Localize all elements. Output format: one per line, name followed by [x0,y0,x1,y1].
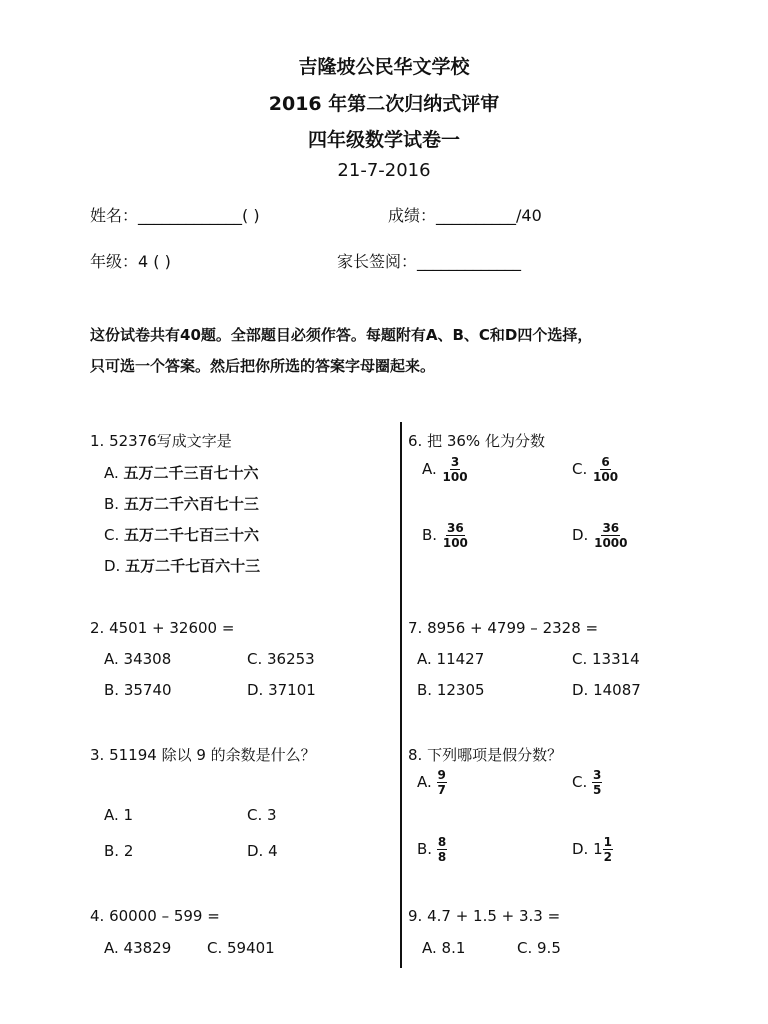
fraction: $\frac{6}{100}$ [593,455,619,484]
question-9-option-c: C. 9.5 [517,939,561,957]
question-2-option-a: A. 34308 [104,650,172,668]
question-6-option-c: C. $\frac{6}{100}$ [572,455,619,484]
question-9-option-a: A. 8.1 [422,939,466,957]
question-1-option-c: C. 五万二千七百三十六 [104,526,260,544]
paper-title: 四年级数学试卷一 [307,129,460,151]
question-2-option-d: D. 37101 [247,681,316,699]
question-3-option-d: D. 4 [247,842,278,860]
question-1-option-a: A. 五万二千三百七十六 [104,464,259,482]
question-4-option-a: A. 43829 [104,939,172,957]
question-6-stem: 6. 把 36% 化为分数 [408,432,545,450]
parent-signature-label: 家长签阅：_____________ [337,252,522,271]
question-8-option-a: A. $\frac{9}{7}$ [417,768,446,797]
exam-date: 21-7-2016 [337,160,431,181]
question-3-stem: 3. 51194 除以 9 的余数是什么？ [90,746,316,764]
question-7-option-d: D. 14087 [572,681,641,699]
question-8-option-b: B. $\frac{8}{8}$ [417,835,447,864]
exam-title: 2016 年第二次归纳式评审 [268,93,500,115]
question-6-option-d: D. $\frac{36}{1000}$ [572,521,628,550]
question-7-option-c: C. 13314 [572,650,640,668]
question-3-option-a: A. 1 [104,806,134,824]
name-field-label: 姓名：_____________( ) [90,206,260,225]
question-3-option-c: C. 3 [247,806,277,824]
fraction: $\frac{3}{5}$ [593,768,602,797]
fraction: $\frac{36}{100}$ [442,521,468,550]
question-6-option-b: B. $\frac{36}{100}$ [422,521,468,550]
question-4-stem: 4. 60000 – 599 = [90,907,220,925]
question-7-stem: 7. 8956 + 4799 – 2328 = [408,619,599,637]
school-name: 吉隆坡公民华文学校 [298,56,470,78]
question-6-option-a: A. $\frac{3}{100}$ [422,455,468,484]
column-divider [400,422,402,968]
grade-field-label: 年级：4 ( ) [90,252,171,271]
question-1-option-d: D. 五万二千七百六十三 [104,557,261,575]
question-2-option-b: B. 35740 [104,681,172,699]
question-8-option-d: D. 1 $\frac{1}{2}$ [572,835,612,864]
instructions-line-2: 只可选一个答案。然后把你所选的答案字母圈起来。 [90,357,436,375]
question-9-stem: 9. 4.7 + 1.5 + 3.3 = [408,907,561,925]
question-2-stem: 2. 4501 + 32600 = [90,619,235,637]
fraction: $\frac{3}{100}$ [442,455,468,484]
question-8-option-c: C. $\frac{3}{5}$ [572,768,602,797]
question-2-option-c: C. 36253 [247,650,315,668]
question-3-option-b: B. 2 [104,842,134,860]
fraction: $\frac{1}{2}$ [603,835,612,864]
score-field-label: 成绩：__________/40 [388,206,542,225]
question-8-stem: 8. 下列哪项是假分数？ [408,746,563,764]
fraction: $\frac{9}{7}$ [437,768,446,797]
question-4-option-c: C. 59401 [207,939,275,957]
question-7-option-a: A. 11427 [417,650,485,668]
question-1-stem: 1. 52376写成文字是 [90,432,232,450]
fraction: $\frac{8}{8}$ [437,835,447,864]
question-7-option-b: B. 12305 [417,681,485,699]
instructions-line-1: 这份试卷共有40题。全部题目必须作答。每题附有A、B、C和D四个选择， [90,326,593,344]
fraction: $\frac{36}{1000}$ [594,521,628,550]
question-1-option-b: B. 五万二千六百七十三 [104,495,259,513]
